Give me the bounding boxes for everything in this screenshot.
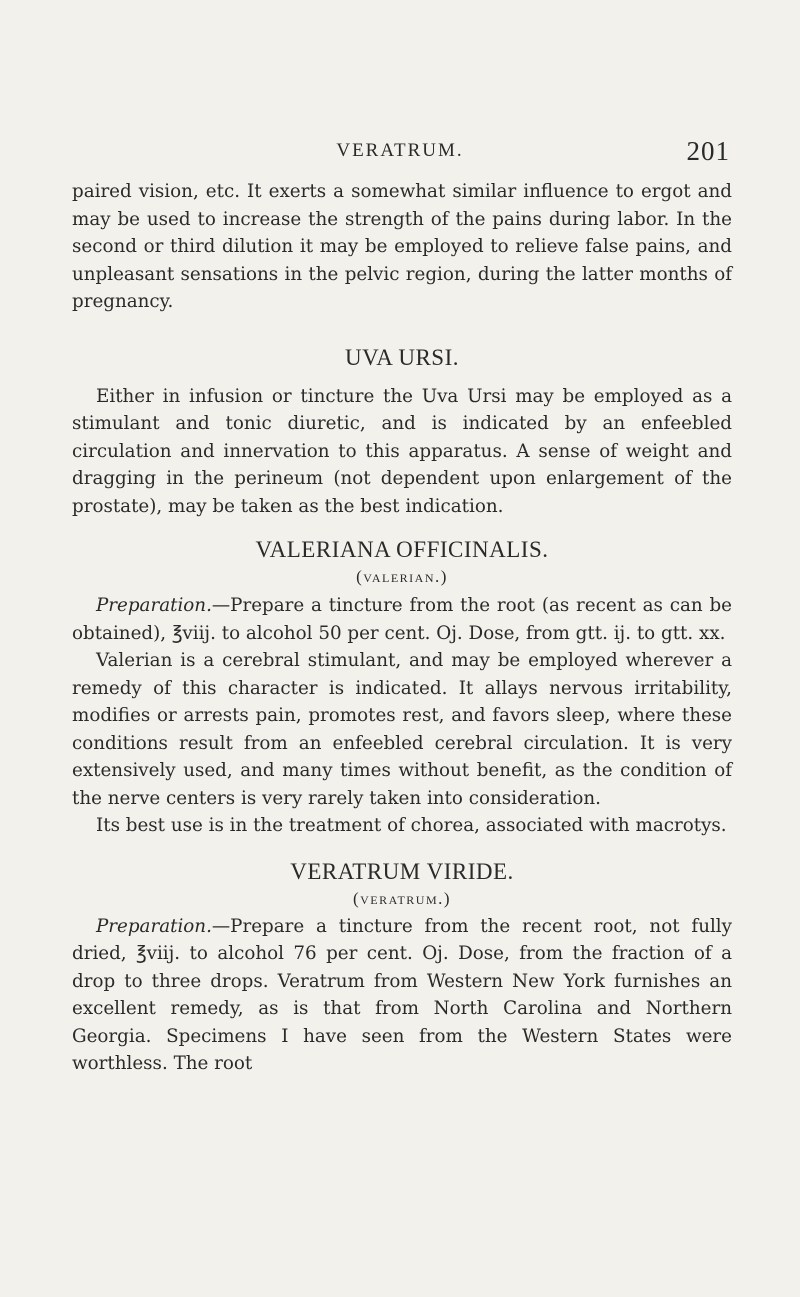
page-body: [72, 178, 732, 1078]
uva-ursi-paragraph: Either in infusion or tincture the Uva Ursi may be employed as a stimulant and tonic diuretic, and is indicated by an enfeebled circulation and innervation to this apparatus. A sense of weight and dragging in the perineum (not dependent upon enlargement of the prostate), may be taken as the best indication.: [72, 385, 732, 517]
running-head: [68, 136, 732, 168]
valeriana-paragraph-2: Its best use is in the treatment of chorea, associated with macrotys.: [96, 815, 727, 836]
valeriana-preparation-paragraph: [72, 592, 732, 647]
section-subheading-valerian: (valerian.): [356, 567, 448, 586]
running-title: VERATRUM.: [336, 140, 464, 161]
section-heading-valeriana: VALERIANA OFFICINALIS.: [255, 537, 549, 562]
section-subheading-veratrum: (veratrum.): [352, 888, 452, 908]
continued-paragraph: paired vision, etc. It exerts a somewhat similar influence to ergot and may be used to increase the strength of the pains during labor. In the second or third dilution it may be employed to relieve false pains, and unpleasant sensations in the pelvic region, during the latter months of pregnancy.: [72, 181, 732, 312]
section-heading-veratrum: VERATRUM VIRIDE.: [290, 858, 514, 884]
preparation-text: —Prepare a tincture from the recent root, not fully dried, ℥viij. to alcohol 76 per cent. Oj. Dose, from the fraction of a drop to three drops. Veratrum from Western New York furnishes an excellent remedy, as is that from North Carolina and Northern Georgia. Specimens I have seen from the Western States were worthless. The root: [72, 915, 732, 1074]
preparation-text: —Prepare a tincture from the root (as recent as can be obtained), ℥viij. to alcohol 50 per cent. Oj. Dose, from gtt. ij. to gtt. xx.: [72, 595, 732, 644]
veratrum-preparation-paragraph: [72, 913, 732, 1078]
valeriana-paragraph: Valerian is a cerebral stimulant, and may be employed wherever a remedy of this character is indicated. It allays nervous irritability, modifies or arrests pain, promotes rest, and favors sleep, where these conditions result from an enfeebled cerebral circulation. It is very extensively used, and many times without benefit, as the condition of the nerve centers is very rarely taken into consideration.: [72, 650, 732, 809]
page-number: 201: [686, 136, 730, 166]
preparation-label: Preparation.: [96, 915, 212, 937]
preparation-label: Preparation.: [96, 595, 212, 616]
section-heading-uva-ursi: UVA URSI.: [345, 344, 459, 370]
